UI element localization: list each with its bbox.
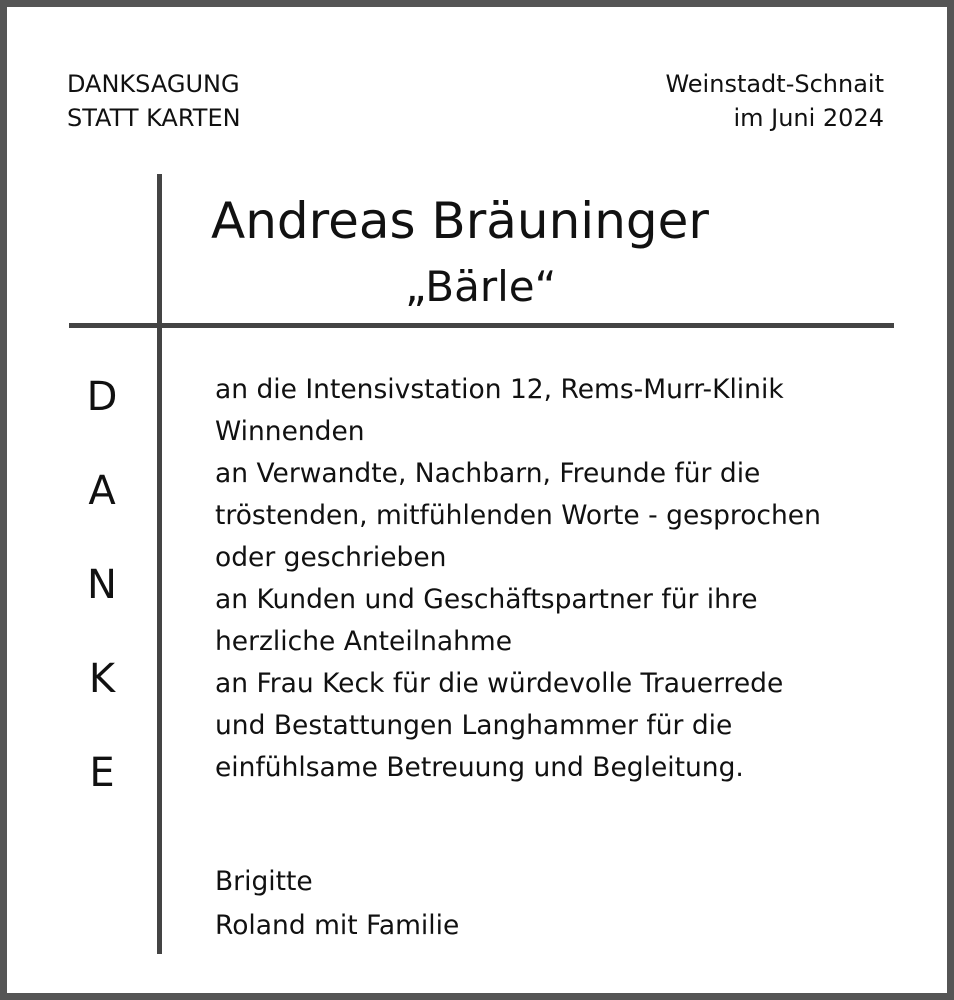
place-line: Weinstadt-Schnait — [665, 70, 884, 98]
date-line: im Juni 2024 — [733, 104, 884, 132]
danke-vertical-word — [69, 369, 135, 839]
thanks-line: herzliche Anteilnahme — [215, 626, 513, 657]
thanks-line: Winnenden — [215, 416, 365, 447]
danke-letter: D — [86, 374, 118, 420]
signature-line: Roland mit Familie — [215, 910, 460, 941]
deceased-nickname: „Bärle“ — [405, 262, 557, 311]
thanks-text — [215, 369, 905, 789]
thanks-line: an Frau Keck für die würdevolle Trauerrede — [215, 668, 784, 699]
notice-type — [67, 67, 241, 135]
danke-letter: A — [88, 468, 116, 514]
danke-letter: E — [89, 750, 115, 796]
thanks-line: oder geschrieben — [215, 542, 447, 573]
danke-letter: N — [87, 562, 117, 608]
thanks-line: und Bestattungen Langhammer für die — [215, 710, 733, 741]
notice-type-line: STATT KARTEN — [67, 104, 241, 132]
thanks-line: an Kunden und Geschäftspartner für ihre — [215, 584, 758, 615]
thanks-line: an die Intensivstation 12, Rems-Murr-Klinik — [215, 374, 784, 405]
signature — [215, 860, 459, 948]
notice-type-line: DANKSAGUNG — [67, 70, 240, 98]
place-date — [665, 67, 884, 135]
thanks-line: tröstenden, mitfühlenden Worte - gesprochen — [215, 500, 821, 531]
danke-letter: K — [88, 656, 116, 702]
thanks-line: einfühlsame Betreuung und Begleitung. — [215, 752, 744, 783]
deceased-name: Andreas Bräuninger — [211, 192, 709, 250]
vertical-divider — [157, 174, 162, 954]
signature-line: Brigitte — [215, 866, 313, 897]
horizontal-divider — [69, 323, 894, 328]
thanks-line: an Verwandte, Nachbarn, Freunde für die — [215, 458, 761, 489]
